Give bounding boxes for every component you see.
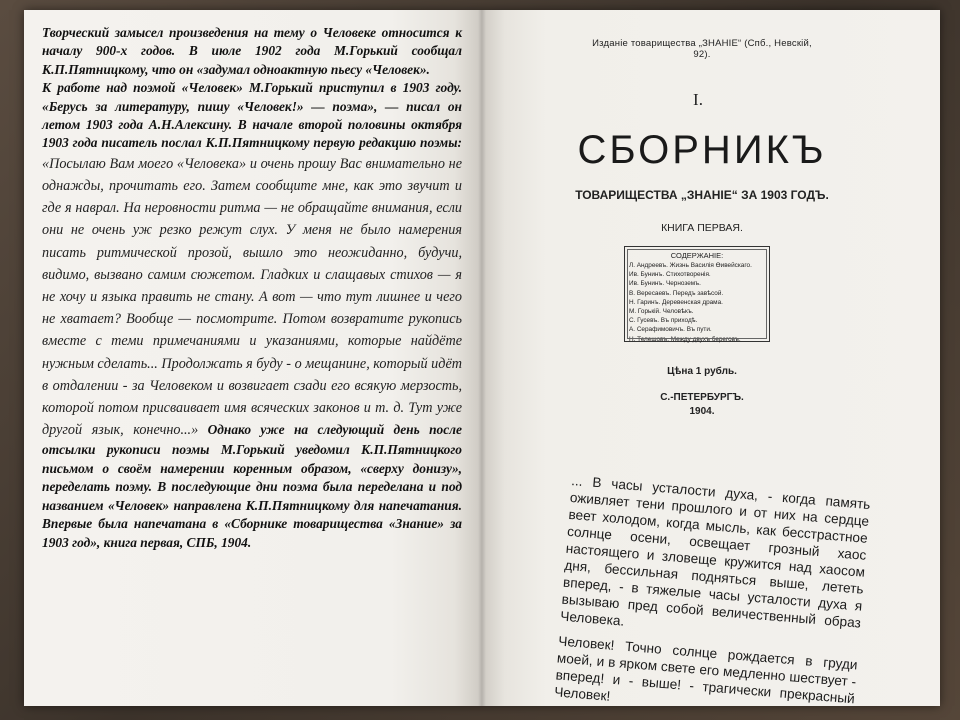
contents-item: Н. Телешовъ. Между двухъ береговъ. (629, 335, 741, 343)
intro-paragraph: Творческий замысел произведения на тему о Человеке относится к началу 900-х годов. В июле 1902 года М.Горький сообщал К.П.Пятницкому, что он «задумал одноактную пьесу «Человек». (42, 25, 462, 77)
contents-item: Ив. Бунинъ. Черноземъ. (629, 280, 701, 288)
contents-item: В. Вересаевъ. Передъ завѣсой. (629, 289, 724, 297)
book-number: КНИГА ПЕРВАЯ. (661, 222, 743, 234)
contents-list (629, 261, 765, 344)
price-label: Цѣна 1 рубль. (667, 366, 737, 377)
publisher-line: Изданіе товарищества „ЗНАНІЕ“ (Спб., Невскій, 92). (592, 38, 812, 60)
year-label: 1904. (689, 406, 715, 417)
book-spine (478, 10, 486, 706)
poem-excerpt (553, 472, 871, 706)
excerpt-paragraph-1: ... В часы усталости духа, - когда память оживляет тени прошлого и от них на сердце веет холодом, когда мысль, как бесстрастное солнце осени, освещает грозный хаос настоящего и зловеще кружится над хаосом дня, бессильная подняться выше, лететь вперед, - в тяжелые часы усталости духа я вызываю пред собой величественный образ Человека. (559, 472, 871, 631)
conclusion-text: Однако уже на следующий день после отсылки рукописи поэмы М.Горький уведомил К.П.Пятницкого письмом о своём намерении коренным образом, «сверху донизу», переделать поэму. В последующие дни поэма была переделана и под названием «Человек» направлена К.П.Пятницкому для напечатания. Впервые была напечатана в «Сборнике товарищества «Знание» за 1903 год», книга первая, СПБ, 1904. (42, 422, 462, 550)
contents-box (624, 246, 770, 342)
contents-item: С. Гусевъ. Въ приходѣ. (629, 317, 698, 325)
contents-item: Ив. Бунинъ. Стихотворенія. (629, 271, 711, 279)
contents-item: А. Серафимовичъ. Въ пути. (629, 326, 712, 334)
history-intro: К работе над поэмой «Человек» М.Горький приступил в 1903 году. «Берусь за литературу, пишу «Человек!» — поэма», — писал он летом 1903 года А.Н.Алексину. В начале второй половины октября 1903 года писатель послал К.П.Пятницкому первую редакцию поэмы: (42, 80, 462, 151)
volume-number: I. (693, 90, 703, 109)
contents-item: Н. Гаринъ. Деревенская драма. (629, 298, 723, 306)
book-title: СБОРНИКЪ (577, 128, 827, 172)
book-subtitle: ТОВАРИЩЕСТВА „ЗНАНІЕ“ ЗА 1903 ГОДЪ. (575, 188, 829, 202)
history-paragraph (42, 79, 462, 552)
left-page (24, 10, 482, 706)
excerpt-paragraph-2: Человек! Точно солнце рождается в груди моей, и в ярком свете его медленно шествует - вперед! и - выше! - трагически прекрасный Человек! (553, 633, 859, 706)
contents-item: Л. Андреевъ. Жизнь Василія Өивейскаго. (629, 262, 752, 269)
open-book (24, 10, 940, 706)
gorky-letter-quote: «Посылаю Вам моего «Человека» и очень прошу Вас внимательно не однажды, прочитать его. Затем сообщите мне, как это звучит и где я наврал. На неровности ритма — не обращайте внимания, если они не очень уж резко режут слух. У меня не было намерения писать ритмической прозой, вышло это неожиданно, будучи, видимо, вызвано самим сюжетом. Гладких и слащавых стихов — я не хочу и языка править не стану. А вот — что тут лишнее и чего не хватает? Вообще — посмотрите. Потом возвратите рукопись вместе с теми примечаниями и указаниями, которые найдёте нужным сделать... Продолжать я буду - о мещанине, который идёт в отдалении - за Человеком и возвигает сзади его всякую мерзость, которой потом присваивает имя всяческих законов и т. д. Тут уже другой язык, конечно...» (42, 155, 462, 439)
left-page-text (42, 24, 462, 552)
right-page (482, 10, 940, 706)
contents-heading: СОДЕРЖАНІЕ: (670, 251, 724, 260)
contents-item: М. Горькій. Человѣкъ. (629, 308, 694, 316)
city-label: С.-ПЕТЕРБУРГЪ. (660, 392, 744, 403)
